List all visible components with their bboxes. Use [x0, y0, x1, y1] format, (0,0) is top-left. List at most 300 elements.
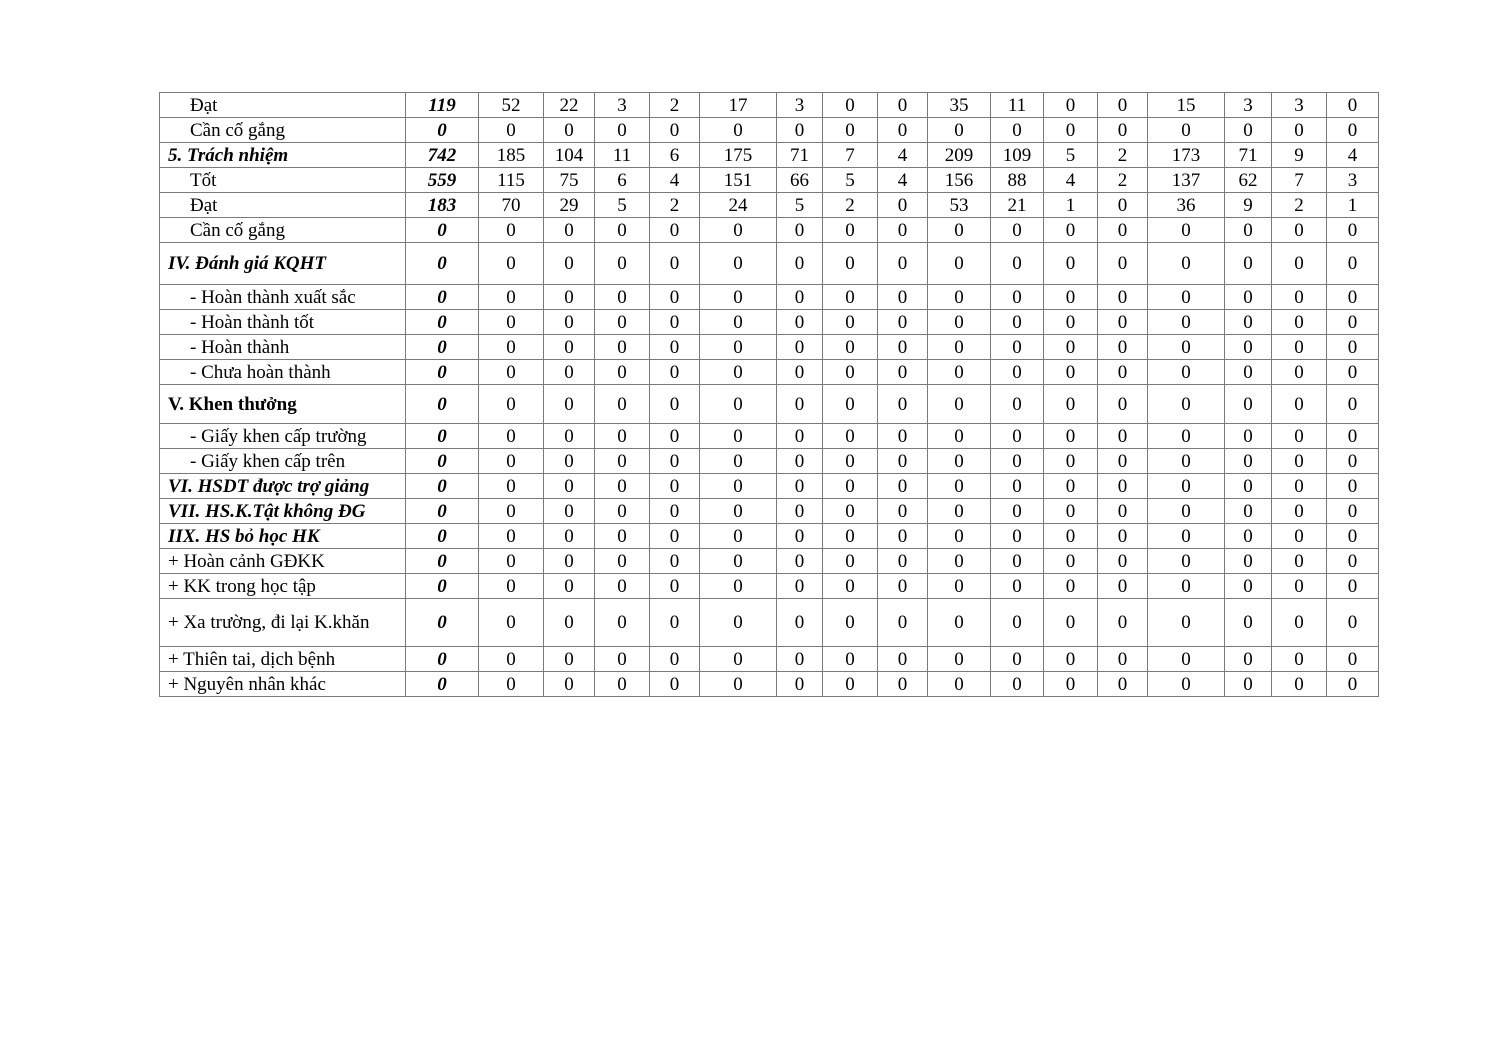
table-cell: 0 [1148, 449, 1225, 474]
row-label: + Nguyên nhân khác [160, 672, 406, 697]
table-cell: 0 [479, 449, 544, 474]
row-label: VII. HS.K.Tật không ĐG [160, 499, 406, 524]
table-cell: 0 [650, 218, 700, 243]
table-cell: 0 [1098, 193, 1148, 218]
table-cell: 0 [777, 599, 823, 647]
table-cell: 0 [700, 647, 777, 672]
table-cell: 0 [928, 549, 991, 574]
row-label: - Hoàn thành xuất sắc [160, 285, 406, 310]
table-cell: 0 [1148, 672, 1225, 697]
table-cell: 0 [928, 118, 991, 143]
table-cell: 21 [991, 193, 1044, 218]
table-cell: 15 [1148, 93, 1225, 118]
table-row [160, 360, 1379, 385]
table-cell: 4 [1044, 168, 1098, 193]
table-cell: 0 [878, 574, 928, 599]
table-cell: 0 [1148, 524, 1225, 549]
table-cell: 0 [1044, 672, 1098, 697]
table-cell: 0 [1148, 285, 1225, 310]
table-cell: 0 [777, 243, 823, 285]
table-cell: 0 [878, 310, 928, 335]
row-label: + KK trong học tập [160, 574, 406, 599]
table-cell: 0 [1044, 449, 1098, 474]
table-cell: 156 [928, 168, 991, 193]
table-cell: 0 [823, 424, 878, 449]
table-cell: 0 [650, 243, 700, 285]
table-cell: 0 [650, 672, 700, 697]
table-cell: 9 [1272, 143, 1327, 168]
table-cell: 0 [1272, 449, 1327, 474]
table-cell: 0 [650, 385, 700, 424]
table-cell: 0 [1225, 285, 1272, 310]
table-cell: 0 [650, 360, 700, 385]
table-cell: 0 [1044, 310, 1098, 335]
table-row [160, 449, 1379, 474]
table-cell: 0 [1098, 599, 1148, 647]
table-cell: 0 [1327, 360, 1379, 385]
row-label: + Hoàn cảnh GĐKK [160, 549, 406, 574]
table-row [160, 499, 1379, 524]
table-cell: 0 [878, 474, 928, 499]
table-cell: 0 [595, 118, 650, 143]
table-cell: 2 [650, 193, 700, 218]
table-cell: 0 [1225, 549, 1272, 574]
table-cell: 0 [991, 524, 1044, 549]
row-total: 0 [406, 449, 479, 474]
table-cell: 0 [1044, 118, 1098, 143]
table-cell: 17 [700, 93, 777, 118]
table-row [160, 474, 1379, 499]
table-cell: 88 [991, 168, 1044, 193]
table-cell: 0 [991, 549, 1044, 574]
table-cell: 0 [1272, 243, 1327, 285]
table-cell: 0 [928, 524, 991, 549]
table-cell: 0 [479, 574, 544, 599]
row-total: 0 [406, 647, 479, 672]
table-cell: 0 [544, 524, 595, 549]
table-cell: 115 [479, 168, 544, 193]
row-total: 0 [406, 243, 479, 285]
table-cell: 0 [1098, 93, 1148, 118]
table-cell: 0 [1148, 647, 1225, 672]
table-cell: 0 [1327, 310, 1379, 335]
table-cell: 4 [1327, 143, 1379, 168]
table-cell: 0 [777, 118, 823, 143]
table-cell: 11 [595, 143, 650, 168]
table-cell: 0 [1272, 672, 1327, 697]
table-cell: 104 [544, 143, 595, 168]
table-row [160, 93, 1379, 118]
table-cell: 0 [1327, 218, 1379, 243]
row-label: 5. Trách nhiệm [160, 143, 406, 168]
table-cell: 36 [1148, 193, 1225, 218]
table-cell: 0 [1272, 335, 1327, 360]
table-cell: 0 [1044, 93, 1098, 118]
table-cell: 0 [777, 672, 823, 697]
table-cell: 0 [1098, 218, 1148, 243]
table-cell: 3 [777, 93, 823, 118]
table-cell: 0 [479, 285, 544, 310]
row-total: 119 [406, 93, 479, 118]
table-cell: 0 [878, 647, 928, 672]
table-cell: 0 [595, 524, 650, 549]
row-total: 0 [406, 285, 479, 310]
table-cell: 0 [878, 599, 928, 647]
table-cell: 0 [700, 599, 777, 647]
row-label: - Hoàn thành [160, 335, 406, 360]
table-cell: 0 [544, 647, 595, 672]
table-cell: 0 [928, 218, 991, 243]
table-cell: 185 [479, 143, 544, 168]
table-cell: 0 [700, 549, 777, 574]
table-cell: 0 [544, 385, 595, 424]
table-cell: 0 [1044, 574, 1098, 599]
table-cell: 0 [595, 499, 650, 524]
table-cell: 0 [700, 360, 777, 385]
row-total: 0 [406, 574, 479, 599]
table-cell: 0 [479, 549, 544, 574]
table-cell: 0 [544, 672, 595, 697]
table-cell: 0 [823, 549, 878, 574]
table-cell: 0 [479, 474, 544, 499]
table-cell: 0 [991, 599, 1044, 647]
table-cell: 0 [991, 574, 1044, 599]
table-cell: 0 [1098, 285, 1148, 310]
table-cell: 0 [1327, 474, 1379, 499]
table-cell: 0 [544, 285, 595, 310]
table-cell: 0 [650, 424, 700, 449]
table-cell: 0 [878, 385, 928, 424]
table-cell: 0 [777, 449, 823, 474]
table-cell: 6 [650, 143, 700, 168]
row-total: 0 [406, 474, 479, 499]
table-cell: 0 [928, 599, 991, 647]
table-cell: 0 [1098, 574, 1148, 599]
table-cell: 0 [544, 474, 595, 499]
table-cell: 0 [1225, 218, 1272, 243]
table-cell: 0 [595, 385, 650, 424]
table-cell: 0 [928, 360, 991, 385]
table-cell: 0 [823, 243, 878, 285]
table-row [160, 143, 1379, 168]
table-cell: 0 [1098, 243, 1148, 285]
table-cell: 0 [544, 310, 595, 335]
table-cell: 4 [878, 168, 928, 193]
table-cell: 0 [928, 335, 991, 360]
table-cell: 2 [1098, 143, 1148, 168]
table-cell: 0 [1327, 524, 1379, 549]
table-cell: 0 [1225, 335, 1272, 360]
table-cell: 0 [1148, 218, 1225, 243]
table-row [160, 599, 1379, 647]
table-cell: 0 [1148, 118, 1225, 143]
table-cell: 0 [700, 424, 777, 449]
table-cell: 0 [544, 499, 595, 524]
table-cell: 209 [928, 143, 991, 168]
table-cell: 0 [928, 474, 991, 499]
table-cell: 0 [479, 118, 544, 143]
table-cell: 0 [1327, 599, 1379, 647]
table-cell: 0 [595, 474, 650, 499]
table-cell: 70 [479, 193, 544, 218]
table-row [160, 285, 1379, 310]
table-row [160, 193, 1379, 218]
table-cell: 0 [1044, 424, 1098, 449]
table-cell: 3 [1327, 168, 1379, 193]
table-cell: 0 [650, 335, 700, 360]
table-cell: 0 [1272, 360, 1327, 385]
table-cell: 0 [1044, 285, 1098, 310]
table-cell: 0 [878, 218, 928, 243]
table-cell: 0 [823, 499, 878, 524]
table-cell: 4 [650, 168, 700, 193]
table-cell: 0 [1148, 243, 1225, 285]
table-cell: 0 [650, 474, 700, 499]
table-cell: 0 [595, 285, 650, 310]
table-cell: 0 [1272, 218, 1327, 243]
table-cell: 75 [544, 168, 595, 193]
table-cell: 0 [1327, 118, 1379, 143]
table-cell: 0 [479, 360, 544, 385]
table-cell: 0 [595, 672, 650, 697]
table-cell: 1 [1327, 193, 1379, 218]
table-cell: 0 [878, 449, 928, 474]
table-row [160, 243, 1379, 285]
table-cell: 0 [650, 310, 700, 335]
table-cell: 173 [1148, 143, 1225, 168]
table-cell: 0 [700, 243, 777, 285]
table-cell: 0 [700, 118, 777, 143]
table-cell: 0 [1272, 474, 1327, 499]
table-cell: 0 [928, 574, 991, 599]
table-cell: 0 [479, 599, 544, 647]
table-cell: 0 [479, 499, 544, 524]
table-cell: 0 [928, 285, 991, 310]
table-row [160, 574, 1379, 599]
table-cell: 0 [928, 385, 991, 424]
table-cell: 0 [878, 524, 928, 549]
table-cell: 0 [991, 310, 1044, 335]
table-cell: 66 [777, 168, 823, 193]
table-cell: 0 [1327, 549, 1379, 574]
table-row [160, 424, 1379, 449]
table-cell: 0 [1225, 385, 1272, 424]
row-total: 0 [406, 360, 479, 385]
table-cell: 0 [991, 243, 1044, 285]
table-cell: 0 [878, 285, 928, 310]
table-cell: 22 [544, 93, 595, 118]
table-cell: 2 [1098, 168, 1148, 193]
row-total: 0 [406, 218, 479, 243]
table-cell: 6 [595, 168, 650, 193]
row-label: VI. HSDT được trợ giảng [160, 474, 406, 499]
row-total: 0 [406, 335, 479, 360]
table-cell: 0 [595, 647, 650, 672]
table-cell: 0 [479, 524, 544, 549]
table-cell: 0 [1148, 474, 1225, 499]
table-cell: 24 [700, 193, 777, 218]
table-cell: 0 [991, 647, 1044, 672]
table-cell: 2 [823, 193, 878, 218]
table-cell: 0 [1148, 599, 1225, 647]
row-label: Đạt [160, 193, 406, 218]
table-cell: 7 [823, 143, 878, 168]
table-row [160, 672, 1379, 697]
row-total: 0 [406, 499, 479, 524]
table-cell: 0 [991, 385, 1044, 424]
table-cell: 0 [700, 218, 777, 243]
table-cell: 0 [595, 335, 650, 360]
row-total: 742 [406, 143, 479, 168]
table-cell: 0 [1225, 449, 1272, 474]
table-cell: 0 [479, 672, 544, 697]
table-cell: 0 [1327, 574, 1379, 599]
table-cell: 52 [479, 93, 544, 118]
table-cell: 0 [823, 218, 878, 243]
row-label: - Hoàn thành tốt [160, 310, 406, 335]
table-cell: 0 [1098, 449, 1148, 474]
table-cell: 0 [928, 647, 991, 672]
row-total: 559 [406, 168, 479, 193]
table-cell: 0 [544, 218, 595, 243]
table-cell: 0 [823, 285, 878, 310]
table-cell: 0 [544, 574, 595, 599]
table-cell: 0 [991, 672, 1044, 697]
table-row [160, 524, 1379, 549]
table-cell: 0 [1098, 310, 1148, 335]
table-cell: 137 [1148, 168, 1225, 193]
table-cell: 0 [823, 647, 878, 672]
table-cell: 0 [1225, 243, 1272, 285]
table-cell: 0 [700, 310, 777, 335]
table-cell: 0 [1044, 549, 1098, 574]
table-row [160, 647, 1379, 672]
table-cell: 0 [595, 549, 650, 574]
table-cell: 0 [1044, 474, 1098, 499]
table-row [160, 218, 1379, 243]
table-cell: 5 [823, 168, 878, 193]
table-cell: 0 [823, 574, 878, 599]
table-cell: 0 [650, 549, 700, 574]
table-cell: 0 [1098, 499, 1148, 524]
table-cell: 151 [700, 168, 777, 193]
table-cell: 0 [1098, 474, 1148, 499]
table-cell: 0 [823, 360, 878, 385]
table-cell: 0 [928, 310, 991, 335]
table-cell: 0 [1225, 672, 1272, 697]
table-cell: 0 [991, 474, 1044, 499]
statistics-table [159, 92, 1379, 697]
table-cell: 0 [1272, 549, 1327, 574]
table-cell: 0 [777, 549, 823, 574]
row-total: 0 [406, 599, 479, 647]
table-cell: 0 [1044, 360, 1098, 385]
table-cell: 0 [650, 647, 700, 672]
table-cell: 0 [1327, 243, 1379, 285]
table-cell: 0 [1225, 118, 1272, 143]
table-cell: 1 [1044, 193, 1098, 218]
table-cell: 0 [1225, 360, 1272, 385]
table-cell: 0 [991, 449, 1044, 474]
row-label: Cần cố gắng [160, 218, 406, 243]
table-cell: 0 [650, 118, 700, 143]
table-cell: 0 [1272, 285, 1327, 310]
table-cell: 0 [1148, 574, 1225, 599]
table-cell: 0 [1225, 524, 1272, 549]
row-label: Đạt [160, 93, 406, 118]
table-cell: 5 [595, 193, 650, 218]
table-cell: 0 [1098, 524, 1148, 549]
row-total: 0 [406, 385, 479, 424]
table-cell: 0 [544, 424, 595, 449]
table-cell: 0 [823, 385, 878, 424]
table-cell: 0 [1148, 424, 1225, 449]
table-cell: 0 [1098, 360, 1148, 385]
table-cell: 0 [1148, 335, 1225, 360]
row-total: 0 [406, 118, 479, 143]
table-cell: 0 [595, 599, 650, 647]
table-cell: 0 [1225, 574, 1272, 599]
table-cell: 3 [1272, 93, 1327, 118]
table-cell: 0 [1098, 424, 1148, 449]
table-cell: 0 [1327, 285, 1379, 310]
table-cell: 0 [1327, 424, 1379, 449]
table-cell: 0 [878, 118, 928, 143]
table-cell: 0 [1327, 449, 1379, 474]
table-cell: 0 [1327, 499, 1379, 524]
table-cell: 0 [1044, 385, 1098, 424]
table-cell: 53 [928, 193, 991, 218]
table-cell: 0 [1327, 93, 1379, 118]
table-cell: 0 [1148, 360, 1225, 385]
table-cell: 0 [1044, 335, 1098, 360]
table-cell: 0 [991, 335, 1044, 360]
table-cell: 0 [1044, 599, 1098, 647]
table-cell: 0 [777, 360, 823, 385]
table-cell: 0 [777, 424, 823, 449]
table-cell: 0 [650, 524, 700, 549]
table-cell: 2 [1272, 193, 1327, 218]
table-cell: 29 [544, 193, 595, 218]
table-row [160, 335, 1379, 360]
table-cell: 0 [1225, 310, 1272, 335]
row-label: Tốt [160, 168, 406, 193]
table-cell: 0 [650, 285, 700, 310]
table-row [160, 549, 1379, 574]
table-cell: 0 [777, 385, 823, 424]
table-cell: 0 [777, 310, 823, 335]
table-cell: 0 [991, 118, 1044, 143]
table-cell: 0 [479, 310, 544, 335]
table-cell: 0 [595, 360, 650, 385]
table-cell: 0 [1044, 524, 1098, 549]
table-cell: 0 [1044, 218, 1098, 243]
table-cell: 0 [700, 285, 777, 310]
table-cell: 0 [544, 360, 595, 385]
table-cell: 0 [1272, 310, 1327, 335]
table-cell: 0 [777, 474, 823, 499]
table-cell: 0 [1225, 647, 1272, 672]
table-cell: 0 [595, 449, 650, 474]
table-cell: 0 [1225, 474, 1272, 499]
table-cell: 0 [777, 218, 823, 243]
table-body [160, 93, 1379, 697]
table-cell: 0 [823, 599, 878, 647]
row-label: - Giấy khen cấp trên [160, 449, 406, 474]
row-label: - Chưa hoàn thành [160, 360, 406, 385]
table-cell: 0 [878, 93, 928, 118]
table-cell: 0 [1098, 385, 1148, 424]
